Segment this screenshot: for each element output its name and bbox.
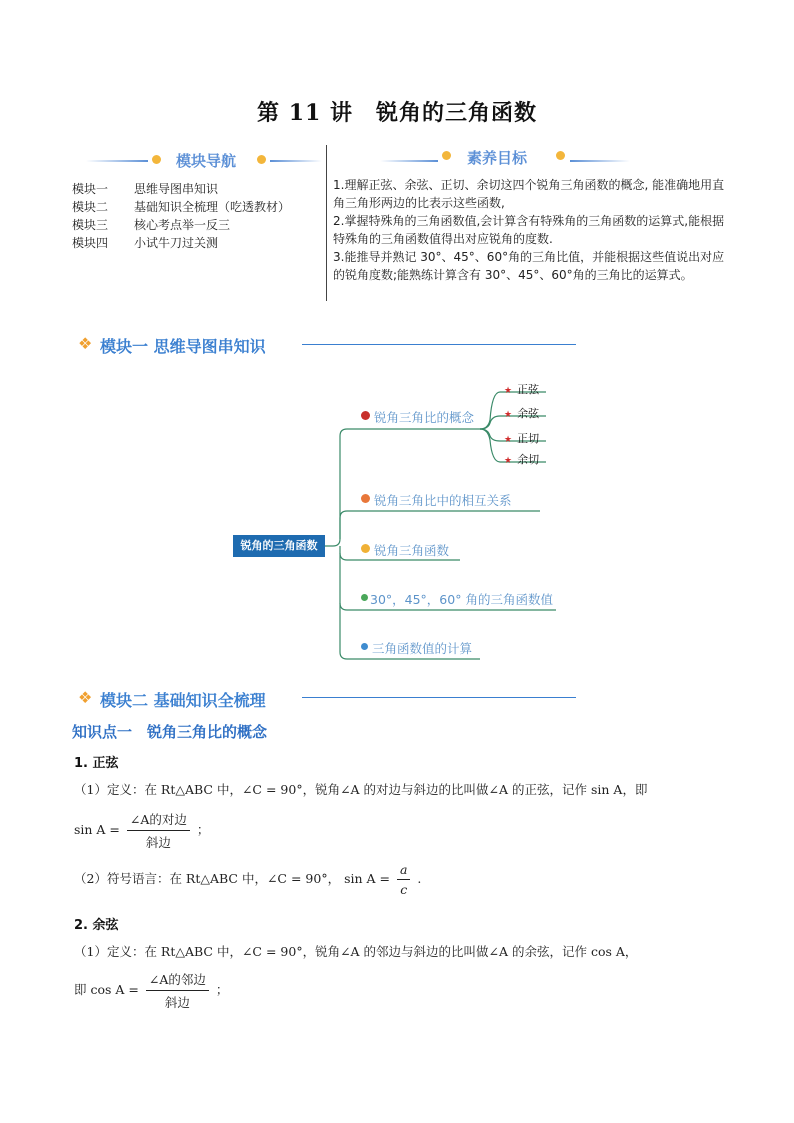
section-2-icon: ❖ bbox=[78, 688, 93, 707]
cosine-fraction-denominator: 斜边 bbox=[164, 995, 190, 1010]
sine-formula-end: ； bbox=[196, 822, 210, 837]
nav-item-text: 思维导图串知识 bbox=[134, 182, 219, 196]
mindmap-branch-1: 锐角三角比的概念 bbox=[374, 410, 475, 425]
mindmap-leaf-label: 正切 bbox=[517, 432, 540, 445]
mindmap-branch-2-marker bbox=[361, 494, 370, 503]
sine-symbolic-lhs: sin A = bbox=[344, 871, 390, 886]
goals-heading: 素养目标 bbox=[467, 149, 528, 167]
nav-item-text: 核心考点举一反三 bbox=[134, 218, 231, 232]
section-1-title: 模块一 思维导图串知识 bbox=[100, 337, 266, 356]
sine-formula-lhs: sin A = bbox=[74, 822, 120, 837]
nav-item-num: 模块一 bbox=[72, 182, 109, 196]
goal-item-3: 3.能推导并熟记 30°、45°、60°角的三角比值，并能根据这些值说出对应的锐角度数;能熟练计算含有 30°、45°、60°角的三角比的运算式。 bbox=[333, 250, 725, 282]
mindmap-leaf-tangent bbox=[504, 427, 539, 446]
cosine-definition: （1）定义：在 Rt△ABC 中，∠C = 90°，锐角∠A 的邻边与斜边的比叫做∠A 的余弦，记作 cos A， bbox=[74, 944, 638, 959]
sine-symbolic-numerator: a bbox=[397, 862, 410, 880]
cosine-fraction bbox=[146, 970, 209, 1011]
sine-symbolic-text: （2）符号语言：在 Rt△ABC 中，∠C = 90°， bbox=[74, 871, 341, 886]
mindmap-leaf-label: 余弦 bbox=[517, 407, 540, 420]
mindmap-leaf-label: 余切 bbox=[517, 453, 540, 466]
cosine-formula-lhs: 即 cos A = bbox=[74, 982, 139, 997]
mindmap-branch-4-marker bbox=[361, 594, 368, 601]
nav-item-num: 模块四 bbox=[72, 236, 109, 250]
mindmap-branch-2: 锐角三角比中的相互关系 bbox=[374, 493, 512, 508]
mindmap-leaf-cotangent bbox=[504, 448, 539, 467]
page-title: 第 11 讲 锐角的三角函数 bbox=[257, 100, 537, 126]
cosine-formula bbox=[74, 970, 228, 1011]
star-icon: ★ bbox=[504, 456, 513, 466]
mindmap-branch-5: 三角函数值的计算 bbox=[372, 641, 473, 656]
mindmap-branch-1-marker bbox=[361, 411, 370, 420]
sine-formula bbox=[74, 810, 209, 851]
section-2-rule bbox=[302, 697, 576, 698]
sine-symbolic-end: . bbox=[417, 871, 422, 886]
sine-symbolic bbox=[74, 862, 421, 897]
mindmap-root: 锐角的三角函数 bbox=[233, 535, 325, 557]
sine-fraction-numerator: ∠A的对边 bbox=[127, 810, 190, 831]
nav-item-text: 小试牛刀过关测 bbox=[134, 236, 219, 250]
sine-symbolic-denominator: c bbox=[400, 882, 408, 897]
star-icon: ★ bbox=[504, 386, 513, 396]
nav-heading: 模块导航 bbox=[176, 152, 237, 170]
mindmap-leaf-sine bbox=[504, 378, 539, 397]
sine-fraction-denominator: 斜边 bbox=[145, 835, 171, 850]
star-icon: ★ bbox=[504, 410, 513, 420]
section-1-icon: ❖ bbox=[78, 334, 93, 353]
cosine-formula-end: ； bbox=[215, 982, 229, 997]
nav-item-text: 基础知识全梳理（吃透教材） bbox=[134, 200, 291, 214]
sine-definition: （1）定义：在 Rt△ABC 中，∠C = 90°，锐角∠A 的对边与斜边的比叫做∠A 的正弦，记作 sin A，即 bbox=[74, 782, 648, 797]
nav-item-num: 模块三 bbox=[72, 218, 109, 232]
cosine-fraction-numerator: ∠A的邻边 bbox=[146, 970, 209, 991]
mindmap-leaf-cosine bbox=[504, 402, 539, 421]
mindmap-branch-5-marker bbox=[361, 643, 368, 650]
star-icon: ★ bbox=[504, 435, 513, 445]
sine-heading: 1. 正弦 bbox=[74, 756, 119, 771]
nav-item-num: 模块二 bbox=[72, 200, 109, 214]
cosine-heading: 2. 余弦 bbox=[74, 918, 119, 933]
sine-symbolic-fraction bbox=[397, 862, 410, 897]
mindmap-branch-4: 30°，45°，60° 角的三角函数值 bbox=[370, 592, 553, 607]
knowledge-point-1-title: 知识点一 锐角三角比的概念 bbox=[72, 723, 268, 741]
mindmap-leaf-label: 正弦 bbox=[517, 383, 540, 396]
mindmap-branch-3: 锐角三角函数 bbox=[374, 543, 450, 558]
goal-item-1: 1.理解正弦、余弦、正切、余切这四个锐角三角函数的概念, 能准确地用直角三角形两边的比表示这些函数, bbox=[333, 178, 725, 210]
section-2-title: 模块二 基础知识全梳理 bbox=[100, 691, 266, 710]
sine-fraction bbox=[127, 810, 190, 851]
mindmap-branch-3-marker bbox=[361, 544, 370, 553]
goal-item-2: 2.掌握特殊角的三角函数值,会计算含有特殊角的三角函数的运算式,能根据特殊角的三角函数值得出对应锐角的度数. bbox=[333, 214, 725, 246]
